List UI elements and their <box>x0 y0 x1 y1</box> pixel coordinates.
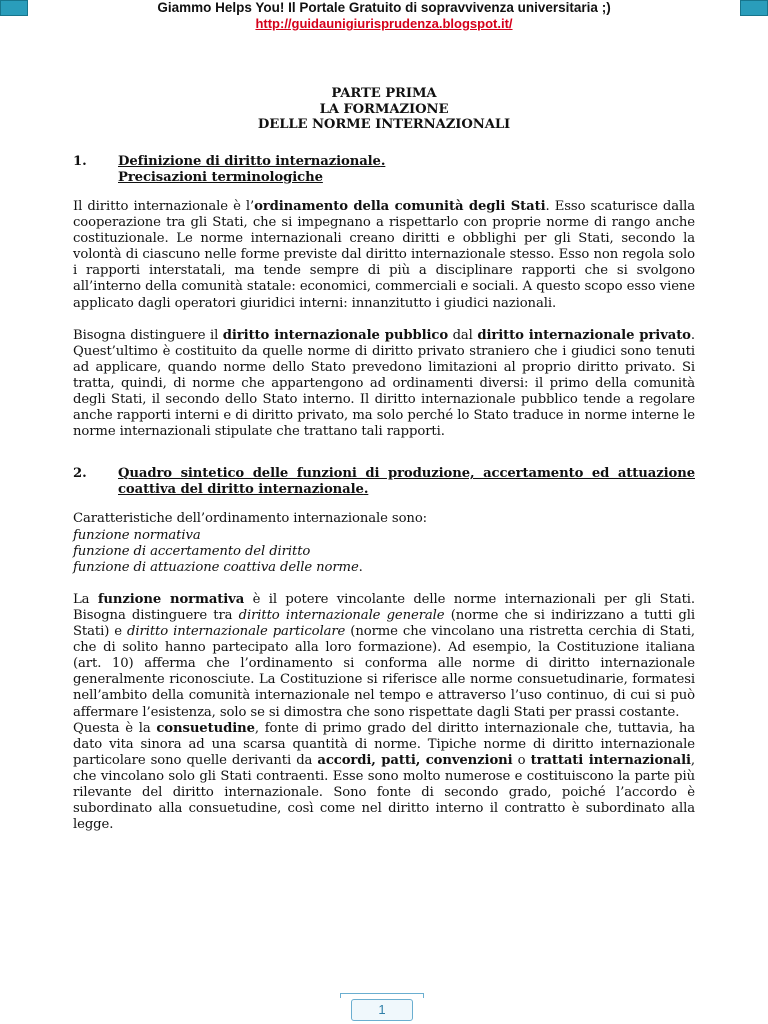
part-heading-line3: DELLE NORME INTERNAZIONALI <box>257 117 511 133</box>
page-number: 1 <box>351 999 413 1021</box>
list-intro: Caratteristiche dell’ordinamento internazionale sono: <box>73 511 428 527</box>
section-2-number: 2. <box>73 466 87 482</box>
section-1-title: Definizione di diritto internazionale. Precisazioni terminologiche <box>118 153 386 185</box>
section-2-paragraph-1: La funzione normativa è il potere vincolante delle norme internazionali per gli Stati. Bisogna distinguere tra diritto internazionale generale (norme che si indirizzano a tutti gli Stati) e diritto internazionale particolare (norme che vincolano una ristretta cerchia di Stati, che di solito hanno partecipato alla loro formazione). Ad esempio, la Costituzione italiana (art. 10) afferma che l’ordinamento si conforma alle norme di diritto internazionale generalmente riconosciute. La Costituzione si riferisce alle norme consuetudinarie, formatesi nell’ambito della comunità internazionale nel tempo e attraverso l’uso continuo, di cui si può affermare l’esistenza, solo se si dimostra che sono rispettate dagli Stati per prassi costante. <box>73 591 695 720</box>
section-1-title-line1: Definizione di diritto internazionale <box>118 153 381 169</box>
header-title: Giammo Helps You! Il Portale Gratuito di sopravvivenza universitaria ;) <box>157 0 611 15</box>
section-1-paragraph-2: Bisogna distinguere il diritto internazionale pubblico dal diritto internazionale privato. Quest’ultimo è costituito da quelle norme di diritto privato straniero che i giudici sono tenuti ad applicare, quando norme dello Stato prevedono limitazioni al proprio diritto privato. Si tratta, quindi, di norme che appartengono ad ordinamenti diversi: il primo della comunità degli Stati, il secondo dello Stato interno. Il diritto internazionale pubblico tende a regolare anche rapporti interni e di diritto privato, ma solo perché lo Stato traduce in norme interne le norme internazionali stipulate che trattano tali rapporti. <box>73 327 695 440</box>
part-heading-line2: LA FORMAZIONE <box>319 101 449 117</box>
list-item: funzione di attuazione coattiva delle norme. <box>73 559 363 575</box>
part-heading <box>73 86 695 133</box>
functions-list <box>73 511 695 575</box>
document-body <box>73 86 695 833</box>
header-link[interactable]: http://guidaunigiurisprudenza.blogspot.it/ <box>255 16 513 31</box>
list-item: funzione normativa <box>73 527 201 543</box>
section-2-title: Quadro sintetico delle funzioni di produzione, accertamento ed attuazione coattiva del diritto internazionale. <box>118 466 695 498</box>
section-2-heading <box>73 466 695 498</box>
section-1-heading <box>73 154 695 186</box>
section-1-paragraph-1: Il diritto internazionale è l’ordinamento della comunità degli Stati. Esso scaturisce dalla cooperazione tra gli Stati, che si impegnano a rispettarlo con proprie norme di rango anche costituzionale. Le norme internazionali creano diritti e obblighi per gli Stati, secondo la volontà di ciascuno nelle forme previste dal diritto internazionale stesso. Esso non regola solo i rapporti interstatali, ma tende sempre di più a disciplinare rapporti che si svolgono all’interno della comunità statale: economici, commerciali e sociali. A questo scopo esso viene applicato dagli operatori giuridici interni: innanzitutto i giudici nazionali. <box>73 198 695 311</box>
section-1-title-line2: Precisazioni terminologiche <box>118 169 323 185</box>
section-1-number: 1. <box>73 153 87 169</box>
page-header <box>0 0 768 31</box>
part-heading-line1: PARTE PRIMA <box>331 86 437 101</box>
section-2-paragraph-2: Questa è la consuetudine, fonte di primo grado del diritto internazionale che, tuttavia, ha dato vita sinora ad una scarsa quantità di norme. Tipiche norme di diritto internazionale particolare sono quelle derivanti da accordi, patti, convenzioni o trattati internazionali, che vincolano solo gli Stati contraenti. Esse sono molto numerose e costituiscono la parte più rilevante del diritto internazionale. Sono fonte di secondo grado, poiché l’accordo è subordinato alla consuetudine, così come nel diritto interno il contratto è subordinato alla legge. <box>73 720 695 833</box>
list-item: funzione di accertamento del diritto <box>73 543 311 559</box>
